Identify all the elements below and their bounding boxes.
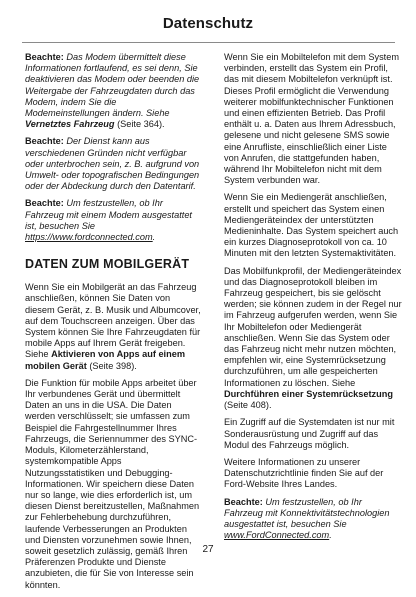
page-reference: (Seite 398). bbox=[86, 360, 137, 371]
note-end: . bbox=[152, 232, 156, 243]
paragraph-data-retention bbox=[224, 266, 402, 412]
note-label: Beachte: bbox=[25, 52, 64, 62]
paragraph-privacy-policy: Weitere Informationen zu unserer Datenschutzrichtlinie finden Sie auf der Ford-Website Ihres Landes. bbox=[224, 456, 384, 490]
fordconnected-link[interactable]: https://www.fordconnected.com bbox=[25, 232, 153, 243]
page-header bbox=[0, 0, 416, 44]
note-label: Beachte: bbox=[25, 136, 64, 147]
note-text: Um festzustellen, ob Ihr Fahrzeug mit Konnektivitätstechnologien ausgestattet ist, besuchen Sie bbox=[224, 496, 390, 529]
page-number: 27 bbox=[202, 544, 214, 555]
cross-reference-title: Aktivieren von Apps auf einem mobilen Gerät bbox=[25, 349, 185, 371]
page-reference: (Seite 408). bbox=[224, 400, 272, 411]
note-label: Beachte: bbox=[25, 198, 64, 209]
note-text: Um festzustellen, ob Ihr Fahrzeug mit einem Modem ausgestattet ist, besuchen Sie bbox=[25, 198, 192, 231]
paragraph-media-device-index: Wenn Sie ein Mediengerät anschließen, erstellt und speichert das System einen Mediengeräteindex der unterstützten Medieninhalte. Das System speichert auch ein kurzes Diagnoseprotokoll von ca. 10 Minuten mit den letzten Systemaktivitäten. bbox=[224, 192, 399, 259]
left-column bbox=[25, 52, 201, 597]
page-title: Datenschutz bbox=[162, 15, 254, 32]
paragraph-text: Das Mobilfunkprofil, der Mediengeräteindex und das Diagnoseprotokoll bleiben im Fahrzeug gespeichert, bis sie gelöscht werden; sie können zudem in der Regel nur im Fahrzeug aufgerufen werden, wenn Sie Ihr Mobiltelefon oder Mediengerät anschließen. Wenn Sie das System oder das Fahrzeug nicht mehr nutzen möchten, empfehlen wir, eine Systemrücksetzung durchzuführen, um alle gespeicherten Informationen zu löschen. Siehe bbox=[224, 265, 402, 388]
note-end: . bbox=[329, 530, 332, 541]
note-text: Das Modem übermittelt diese Informationen fortlaufend, es sei denn, Sie deaktivieren das Modem oder beenden die Weitergabe der Fahrzeugdaten durch das Modem, indem Sie die Modemeinstellungen ändern. Siehe bbox=[25, 52, 200, 119]
note-connectivity-check bbox=[224, 497, 402, 542]
right-column bbox=[224, 52, 402, 547]
paragraph-mobile-device-connect bbox=[25, 282, 201, 372]
note-label: Beachte: bbox=[224, 496, 263, 507]
note-modem-check bbox=[25, 198, 201, 243]
fordconnected-link[interactable]: www.FordConnected.com bbox=[224, 530, 330, 541]
section-heading-mobile-device-data: DATEN ZUM MOBILGERÄT bbox=[25, 257, 190, 272]
paragraph-system-data-access: Ein Zugriff auf die Systemdaten ist nur mit Sonderausrüstung und Zugriff auf das Modul des Fahrzeugs möglich. bbox=[224, 417, 395, 450]
cross-reference-title: Durchführen einer Systemrücksetzung bbox=[224, 388, 393, 399]
page-reference: (Seite 364). bbox=[114, 119, 165, 130]
paragraph-phone-profile: Wenn Sie ein Mobiltelefon mit dem System verbinden, erstellt das System ein Profil, das mit diesem Mobiltelefon verknüpft ist. Dieses Profil ermöglicht die Verwendung weiterer mobilfunktechnischer Funktionen und einen effizienten Betrieb. Das Profil enthält u. a. Daten aus Ihrem Adressbuch, gelesene und nicht gelesene SMS sowie eine Anrufliste, einschließlich einer Liste von Anrufen, die stattgefunden haben, während Ihr Mobiltelefon nicht mit dem System verbunden war. bbox=[224, 52, 399, 186]
note-text: Der Dienst kann aus verschiedenen Gründen nicht verfügbar oder unterbrochen sein, z. B. aufgrund von Umwelt- oder topografischen Bedingungen oder der Abdeckung durch den Datentarif. bbox=[25, 136, 200, 192]
header-divider bbox=[22, 42, 395, 43]
cross-reference-title: Vernetztes Fahrzeug bbox=[25, 119, 115, 130]
paragraph-text: Wenn Sie ein Mobilgerät an das Fahrzeug anschließen, können Sie Daten von diesem Gerät, z. B. Musik und Albumcover, auf dem Touchscreen anzeigen. Über das System können Sie Ihre Fahrzeugdaten für mobile Apps auf Ihrem Gerät freigeben. Siehe bbox=[25, 282, 201, 360]
note-service-availability bbox=[25, 136, 201, 192]
paragraph-mobile-apps-function: Die Funktion für mobile Apps arbeitet über Ihr verbundenes Gerät und übermittelt Daten an uns in die USA. Die Daten werden verschlüsselt; sie umfassen zum Beispiel die Fahrgestellnummer Ihres Fahrzeugs, die Seriennummer des SYNC-Moduls, Kilometerzählerstand, systemkompatible Apps Nutzungsstatistiken und Debugging-Informationen. Wir speichern diese Daten nur so lange, wie dies erforderlich ist, um diesen Dienst bereitzustellen, Maßnahmen zur Fehlerbehebung durchzuführen, laufende Verbesserungen an Produkten und Diensten vorzunehmen sowie Ihnen, soweit gesetzlich zulässig, gemäß Ihren Präferenzen Produkte und Dienste anzubieten, die für Sie von Interesse sein könnten. bbox=[25, 377, 200, 590]
note-modem-transmission bbox=[25, 52, 201, 130]
